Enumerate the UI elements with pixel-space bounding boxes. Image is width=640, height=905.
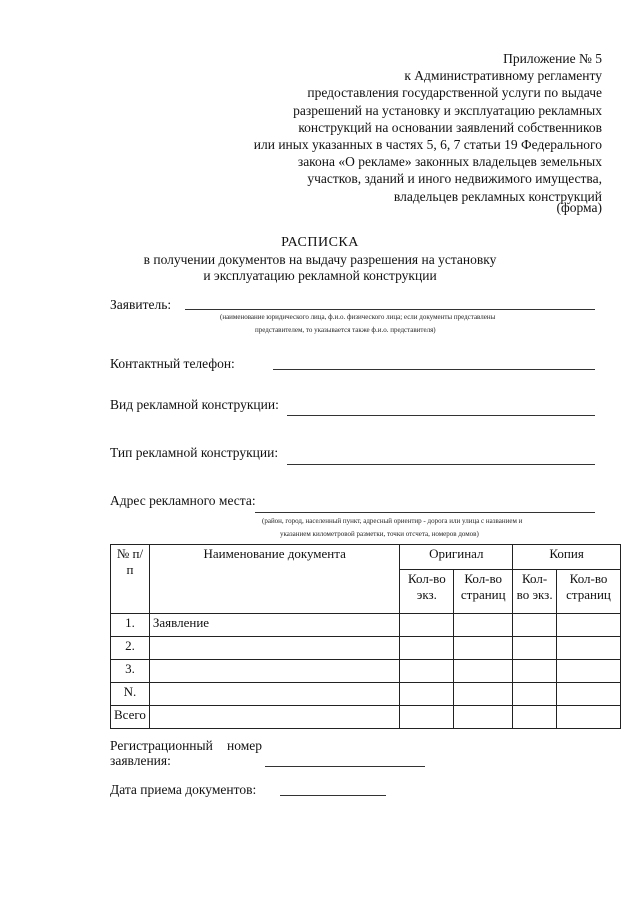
row-document-name[interactable]: Заявление [149, 614, 400, 637]
table-row [111, 660, 621, 683]
cell-empty[interactable] [557, 683, 621, 706]
column-header-document-name: Наименование документа [149, 545, 400, 614]
applicant-note-2: представителем, то указывается также ф.и.о. представителя) [255, 326, 436, 334]
subheader-copy-pages: Кол-во страниц [557, 570, 621, 614]
applicant-note-1: (наименование юридического лица, ф.и.о. физического лица; если документы представлены [220, 313, 496, 321]
document-subtitle-1: в получении документов на выдачу разрешения на установку [143, 252, 497, 267]
table-row [111, 637, 621, 660]
row-number: 2. [111, 637, 150, 660]
table-row [111, 683, 621, 706]
cell-empty[interactable] [513, 660, 557, 683]
construction-kind-label: Вид рекламной конструкции: [110, 397, 279, 412]
date-field[interactable] [280, 795, 386, 796]
row-document-name[interactable] [149, 637, 400, 660]
form-label: (форма) [556, 200, 602, 215]
header-line: или иных указанных в частях 5, 6, 7 статьи 19 Федерального [253, 137, 602, 153]
row-number: 3. [111, 660, 150, 683]
cell-empty[interactable] [513, 683, 557, 706]
cell-empty[interactable] [454, 706, 513, 729]
header-line: конструкций на основании заявлений собственников [298, 119, 602, 135]
construction-kind-field[interactable] [287, 415, 595, 416]
row-document-name[interactable] [149, 683, 400, 706]
appendix-header [254, 50, 602, 205]
cell-empty[interactable] [400, 637, 454, 660]
table-row [111, 614, 621, 637]
phone-label: Контактный телефон: [110, 356, 235, 371]
subheader-original-pages: Кол-во страниц [454, 570, 513, 614]
address-field[interactable] [255, 512, 595, 513]
header-line: владельцев рекламных конструкций [393, 188, 602, 204]
address-note-1: (район, город, населенный пункт, адресный ориентир - дорога или улица с названием и [262, 517, 523, 525]
applicant-label: Заявитель: [110, 297, 172, 312]
registration-label-word1: Регистрационный [110, 738, 213, 753]
header-line: участков, зданий и иного недвижимого имущества, [307, 171, 602, 187]
header-line: предоставления государственной услуги по выдаче [307, 85, 602, 101]
header-line: закона «О рекламе» законных владельцев земельных [297, 154, 602, 170]
header-line: к Административному регламенту [404, 68, 602, 84]
registration-number-field[interactable] [265, 766, 425, 767]
cell-empty[interactable] [400, 614, 454, 637]
construction-type-field[interactable] [287, 464, 595, 465]
cell-empty[interactable] [557, 614, 621, 637]
address-label: Адрес рекламного места: [110, 493, 256, 508]
cell-empty[interactable] [557, 637, 621, 660]
header-line: Приложение № 5 [503, 51, 602, 66]
phone-field[interactable] [273, 369, 595, 370]
subheader-copy-qty: Кол-во экз. [513, 570, 557, 614]
cell-empty[interactable] [400, 660, 454, 683]
cell-empty[interactable] [454, 614, 513, 637]
registration-label-word2: номер [227, 738, 263, 753]
document-title: РАСПИСКА [281, 235, 359, 250]
cell-empty[interactable] [454, 660, 513, 683]
row-document-name[interactable] [149, 660, 400, 683]
cell-empty[interactable] [400, 683, 454, 706]
cell-empty[interactable] [513, 614, 557, 637]
documents-table [110, 544, 621, 729]
cell-empty[interactable] [557, 706, 621, 729]
applicant-field[interactable] [185, 309, 595, 310]
registration-label-word3: заявления: [110, 753, 171, 768]
cell-empty[interactable] [454, 683, 513, 706]
column-header-copy: Копия [513, 545, 621, 570]
cell-empty[interactable] [400, 706, 454, 729]
cell-empty[interactable] [454, 637, 513, 660]
column-header-number: № п/п [111, 545, 150, 614]
cell-empty[interactable] [513, 637, 557, 660]
header-line: разрешений на установку и эксплуатацию рекламных [293, 102, 602, 118]
table-row-total [111, 706, 621, 729]
document-subtitle-2: и эксплуатацию рекламной конструкции [203, 268, 437, 283]
row-number: Всего [111, 706, 150, 729]
construction-type-label: Тип рекламной конструкции: [110, 445, 279, 460]
cell-empty[interactable] [513, 706, 557, 729]
column-header-original: Оригинал [400, 545, 513, 570]
subheader-original-qty: Кол-во экз. [400, 570, 454, 614]
cell-empty[interactable] [557, 660, 621, 683]
date-label: Дата приема документов: [110, 782, 257, 797]
row-document-name[interactable] [149, 706, 400, 729]
address-note-2: указанием километровой разметки, точки отсчета, номеров домов) [280, 530, 479, 538]
row-number: 1. [111, 614, 150, 637]
row-number: N. [111, 683, 150, 706]
